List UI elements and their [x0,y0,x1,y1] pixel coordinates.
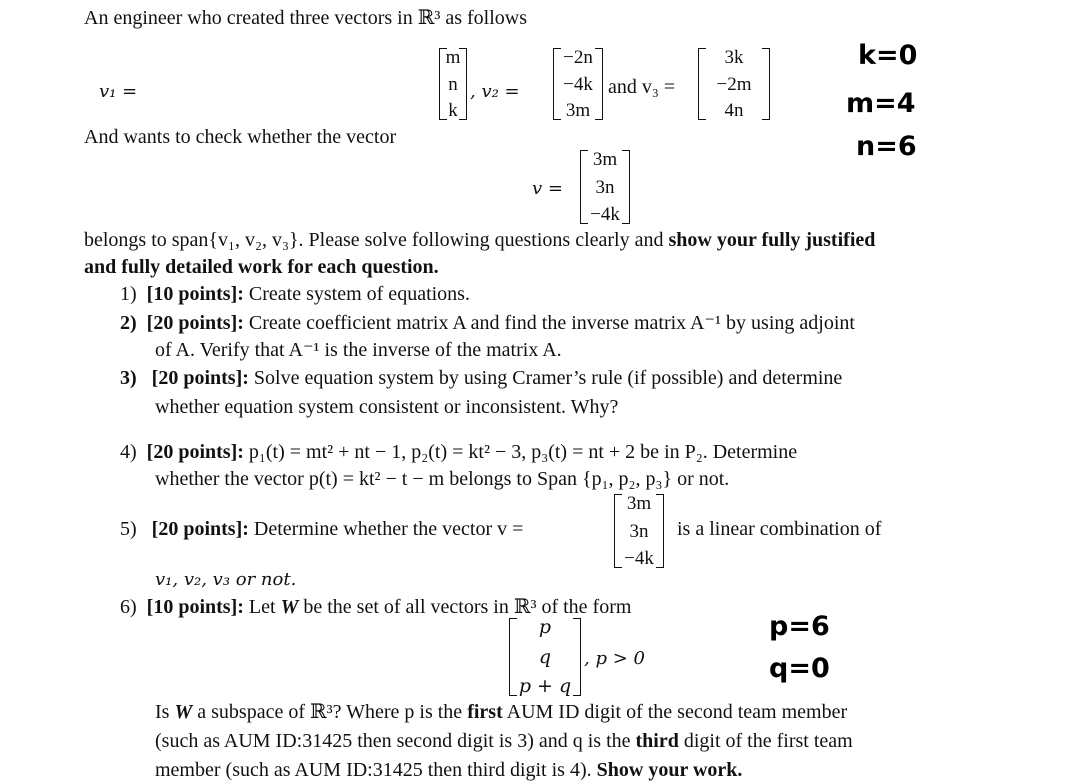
q6-vector [509,618,581,696]
v2-label: , v₂ = [470,81,520,102]
q6-l4-bold: Show your work. [596,759,743,781]
v1-entry: k [448,100,458,121]
q3-points: [20 points]: [151,367,249,389]
q2-num: 2) [120,312,137,334]
question-6 [120,597,631,617]
v2-entry: −2n [563,47,593,68]
q6-text-pre: Let [243,596,281,618]
q6-points: [10 points]: [146,596,244,618]
question-2 [120,313,855,333]
intro-text: An engineer who created three vectors in ℝ³ as follows [84,7,528,29]
q1-text: Create system of equations. [243,283,470,305]
q1-points: [10 points]: [146,283,244,305]
q6-l2-pre: Is [155,701,175,723]
k-value: k=0 [858,40,918,71]
q5-entry: 3m [626,493,652,514]
q6-l2-first: first [467,701,503,723]
v3-matrix [698,48,770,120]
q1-num: 1) [120,283,137,305]
question-4 [120,442,797,462]
q3-line2: whether equation system consistent or inconsistent. Why? [155,396,619,418]
q6-l2-mid: a subspace of ℝ³? Where p is the [192,701,468,723]
q2-line2: of A. Verify that A⁻¹ is the inverse of the matrix A. [155,339,562,361]
q6-condition: , p > 0 [584,648,645,669]
m-value: m=4 [846,88,916,119]
v2-matrix [553,48,603,120]
question-5 [120,519,523,539]
q5-entry: −4k [624,548,654,569]
q6-line2 [155,702,847,722]
v3-entry: 3k [724,47,744,68]
check-text: And wants to check whether the vector [84,126,397,148]
q3-num: 3) [120,367,137,389]
q6-entry: p [538,616,552,638]
v1-label: v₁ = [99,81,138,102]
q2-points: [20 points]: [146,312,244,334]
v2-entry: 3m [565,100,591,121]
v-entry: −4k [590,204,620,225]
belongs-text: belongs to span{v₁, v₂, v₃}. Please solve following questions clearly and [84,229,669,251]
q5-num: 5) [120,518,137,540]
q-value: q=0 [769,653,830,684]
v2-entry: −4k [563,73,593,95]
q3-text: Solve equation system by using Cramer’s rule (if possible) and determine [248,367,843,389]
v1-entry: m [445,47,461,68]
q5-after: is a linear combination of [677,518,882,540]
v-label: v = [532,178,563,199]
q6-entry: q [538,645,552,668]
q6-l3-post: digit of the first team [678,730,853,752]
q6-num: 6) [120,596,137,618]
belongs-line2: and fully detailed work for each question. [84,256,439,278]
v1-matrix [439,48,467,120]
v1-entry: n [448,73,458,95]
q6-W: W [280,596,299,618]
v-entry: 3n [595,176,615,198]
q6-l4-pre: member (such as AUM ID:31425 then third digit is 4). [155,759,597,781]
q5-vector [614,494,664,568]
q5-line2: v₁, v₂, v₃ or not. [155,569,297,590]
belongs-bold: show your fully justified [668,229,876,251]
belongs-line [84,230,875,250]
v3-label: and v₃ = [608,76,676,98]
q4-line2: whether the vector p(t) = kt² − t − m belongs to Span {p₁, p₂, p₃} or not. [155,468,730,490]
question-3 [120,368,842,388]
n-value: n=6 [856,131,917,162]
q4-num: 4) [120,441,137,463]
question-1 [120,284,470,304]
q4-text: p₁(t) = mt² + nt − 1, p₂(t) = kt² − 3, p₃(t) = nt + 2 be in P₂. Determine [243,441,798,463]
q6-l2-post: AUM ID digit of the second team member [502,701,848,723]
q5-text: Determine whether the vector v = [248,518,524,540]
q5-points: [20 points]: [151,518,249,540]
v3-entry: −2m [716,73,752,95]
v-target-matrix [580,150,630,224]
q6-l3-third: third [635,730,679,752]
q6-entry: p + q [518,675,572,697]
q6-l2-W: W [174,701,193,723]
q6-line3 [155,731,853,751]
v-entry: 3m [592,149,618,170]
v3-entry: 4n [724,100,744,121]
q4-points: [20 points]: [146,441,244,463]
q6-line4 [155,760,742,780]
q2-text: Create coefficient matrix A and find the inverse matrix A⁻¹ by using adjoint [243,312,855,334]
q6-l3-pre: (such as AUM ID:31425 then second digit is 3) and q is the [155,730,636,752]
q5-entry: 3n [629,520,649,542]
q6-text-post: be the set of all vectors in ℝ³ of the form [298,596,632,618]
p-value: p=6 [769,611,830,642]
